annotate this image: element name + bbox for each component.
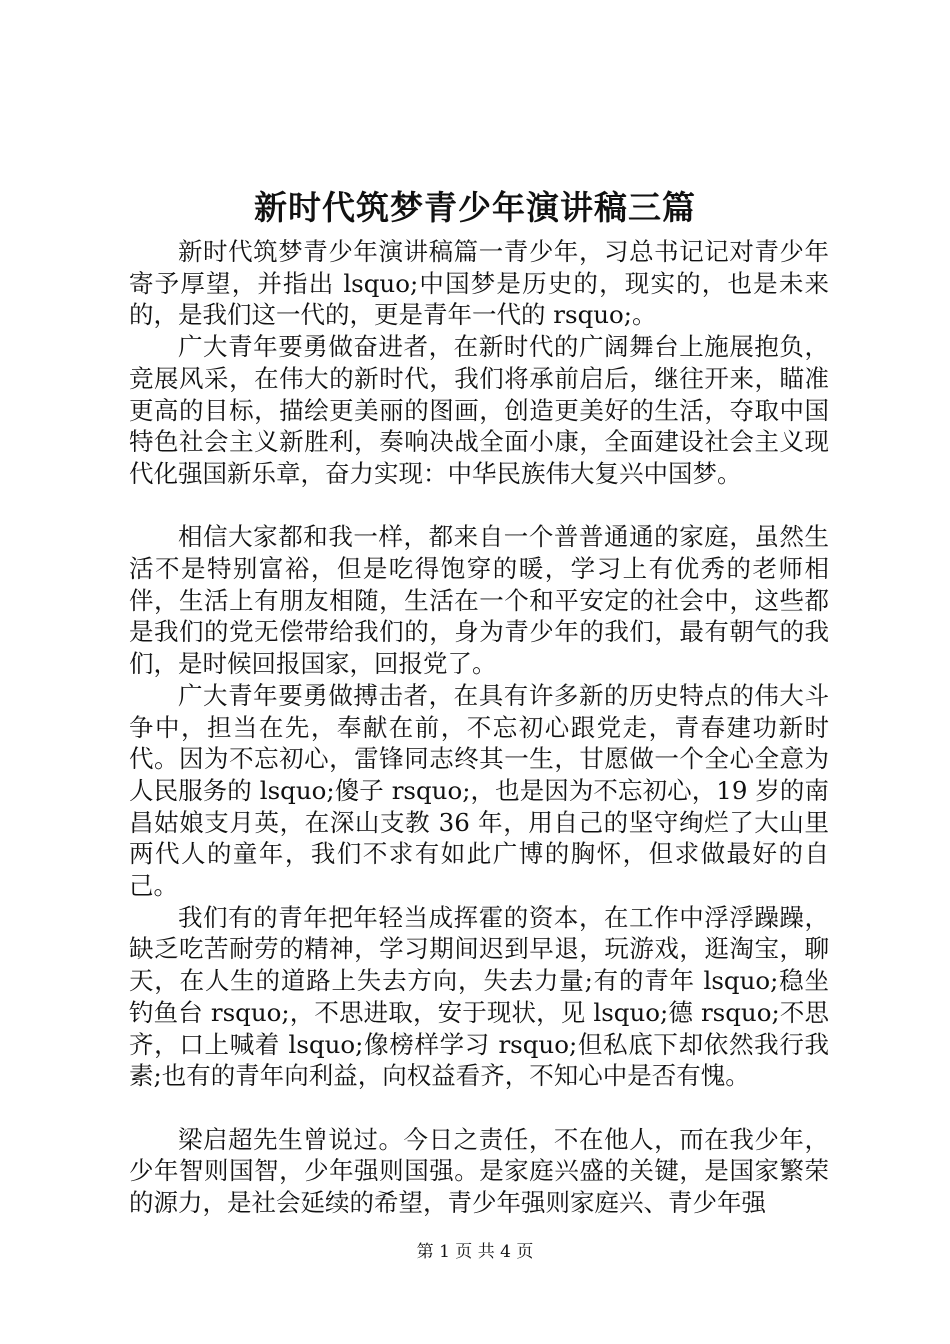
paragraph-2: 广大青年要勇做奋进者，在新时代的广阔舞台上施展抱负，竞展风采，在伟大的新时代，我们将承前启后，继往开来，瞄准更高的目标，描绘更美丽的图画，创造更美好的生活，夺取中国特色社会主义新胜利，奏响决战全面小康，全面建设社会主义现代化强国新乐章，奋力实现：中华民族伟大复兴中国梦。 — [129, 332, 829, 488]
paragraph-1: 新时代筑梦青少年演讲稿篇一青少年，习总书记记对青少年寄予厚望，并指出 lsquo;中国梦是历史的，现实的，也是未来的，是我们这一代的，更是青年一代的 rsquo;。 — [129, 237, 829, 330]
paragraph-gap — [129, 490, 829, 522]
paragraph-6: 梁启超先生曾说过。今日之责任，不在他人，而在我少年，少年智则国智，少年强则国强。是家庭兴盛的关键，是国家繁荣的源力，是社会延续的希望，青少年强则家庭兴、青少年强 — [129, 1124, 829, 1218]
document-body — [129, 236, 829, 1219]
page-title: 新时代筑梦青少年演讲稿三篇 — [254, 188, 696, 227]
paragraph-5: 我们有的青年把年轻当成挥霍的资本，在工作中浮浮躁躁，缺乏吃苦耐劳的精神，学习期间迟到早退，玩游戏，逛淘宝，聊天，在人生的道路上失去方向，失去力量;有的青年 lsquo;稳坐钓鱼台 rsquo;，不思进取，安于现状，见 lsquo;德 rsquo;不思齐，口上喊着 lsquo;像榜样学习 rsquo;但私底下却依然我行我素;也有的青年向利益，向权益看齐，不知心中是否有愧。 — [129, 902, 829, 1091]
paragraph-3: 相信大家都和我一样，都来自一个普普通通的家庭，虽然生活不是特别富裕，但是吃得饱穿的暖，学习上有优秀的老师相伴，生活上有朋友相随，生活在一个和平安定的社会中，这些都是我们的党无偿带给我们的，身为青少年的我们，最有朝气的我们，是时候回报国家，回报党了。 — [129, 522, 829, 679]
paragraph-4: 广大青年要勇做搏击者，在具有许多新的历史特点的伟大斗争中，担当在先，奉献在前，不忘初心跟党走，青春建功新时代。因为不忘初心，雷锋同志终其一生，甘愿做一个全心全意为人民服务的 lsquo;傻子 rsquo;，也是因为不忘初心，19 岁的南昌姑娘支月英，在深山支教 36 年，用自己的坚守绚烂了大山里两代人的童年，我们不求有如此广博的胸怀，但求做最好的自己。 — [129, 680, 829, 901]
paragraph-gap — [129, 1092, 829, 1124]
page-number-footer: 第 1 页 共 4 页 — [416, 1242, 534, 1262]
